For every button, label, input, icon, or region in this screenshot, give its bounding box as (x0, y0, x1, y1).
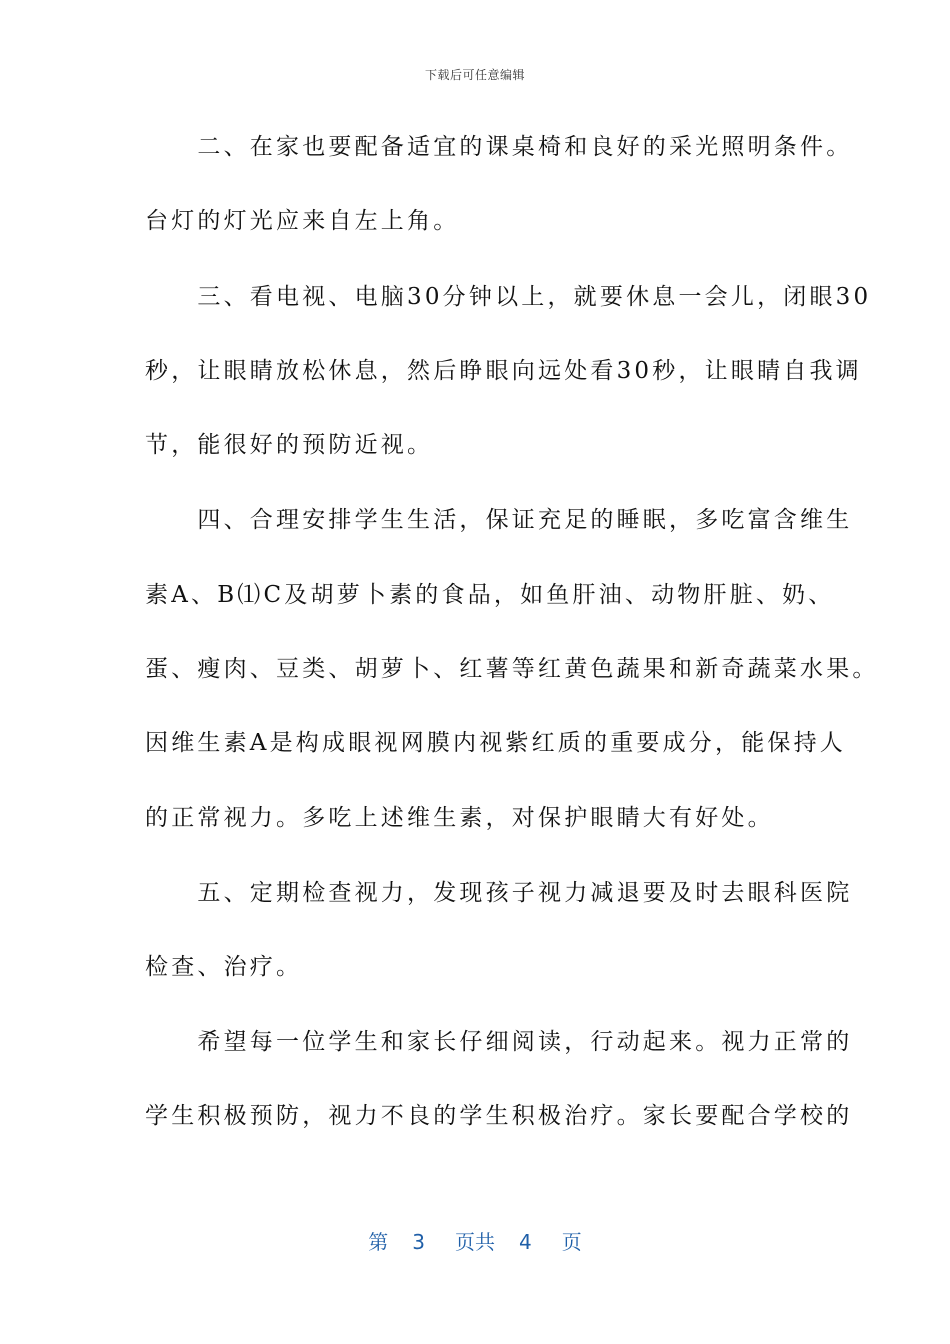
body-line: 素A、B⑴C及胡萝卜素的食品，如鱼肝油、动物肝脏、奶、 (145, 582, 835, 608)
total-pages-number: 4 (519, 1230, 532, 1254)
page-label-mid: 页共 (455, 1230, 495, 1254)
page-label-prefix: 第 (368, 1230, 389, 1254)
current-page-number: 3 (412, 1230, 425, 1254)
body-line: 的正常视力。多吃上述维生素，对保护眼睛大有好处。 (145, 805, 774, 831)
body-line: 节，能很好的预防近视。 (145, 432, 434, 458)
page-footer (0, 1226, 950, 1255)
body-line: 二、在家也要配备适宜的课桌椅和良好的采光照明条件。 (145, 134, 853, 160)
body-line: 因维生素A是构成眼视网膜内视紫红质的重要成分，能保持人 (145, 730, 847, 756)
body-line: 学生积极预防，视力不良的学生积极治疗。家长要配合学校的 (145, 1103, 853, 1129)
page-label-suffix: 页 (561, 1230, 582, 1254)
body-line: 蛋、瘦肉、豆类、胡萝卜、红薯等红黄色蔬果和新奇蔬菜水果。 (145, 656, 879, 682)
body-line: 四、合理安排学生生活，保证充足的睡眠，多吃富含维生 (145, 507, 853, 533)
body-line: 三、看电视、电脑30分钟以上，就要休息一会儿，闭眼30 (145, 284, 872, 310)
header-note: 下载后可任意编辑 (424, 68, 525, 82)
body-line: 秒，让眼睛放松休息，然后睁眼向远处看30秒，让眼睛自我调 (145, 358, 862, 384)
body-line: 检查、治疗。 (145, 954, 303, 980)
body-line: 台灯的灯光应来自左上角。 (145, 208, 460, 234)
body-line: 五、定期检查视力，发现孩子视力减退要及时去眼科医院 (145, 880, 853, 906)
body-line: 希望每一位学生和家长仔细阅读，行动起来。视力正常的 (145, 1029, 853, 1055)
